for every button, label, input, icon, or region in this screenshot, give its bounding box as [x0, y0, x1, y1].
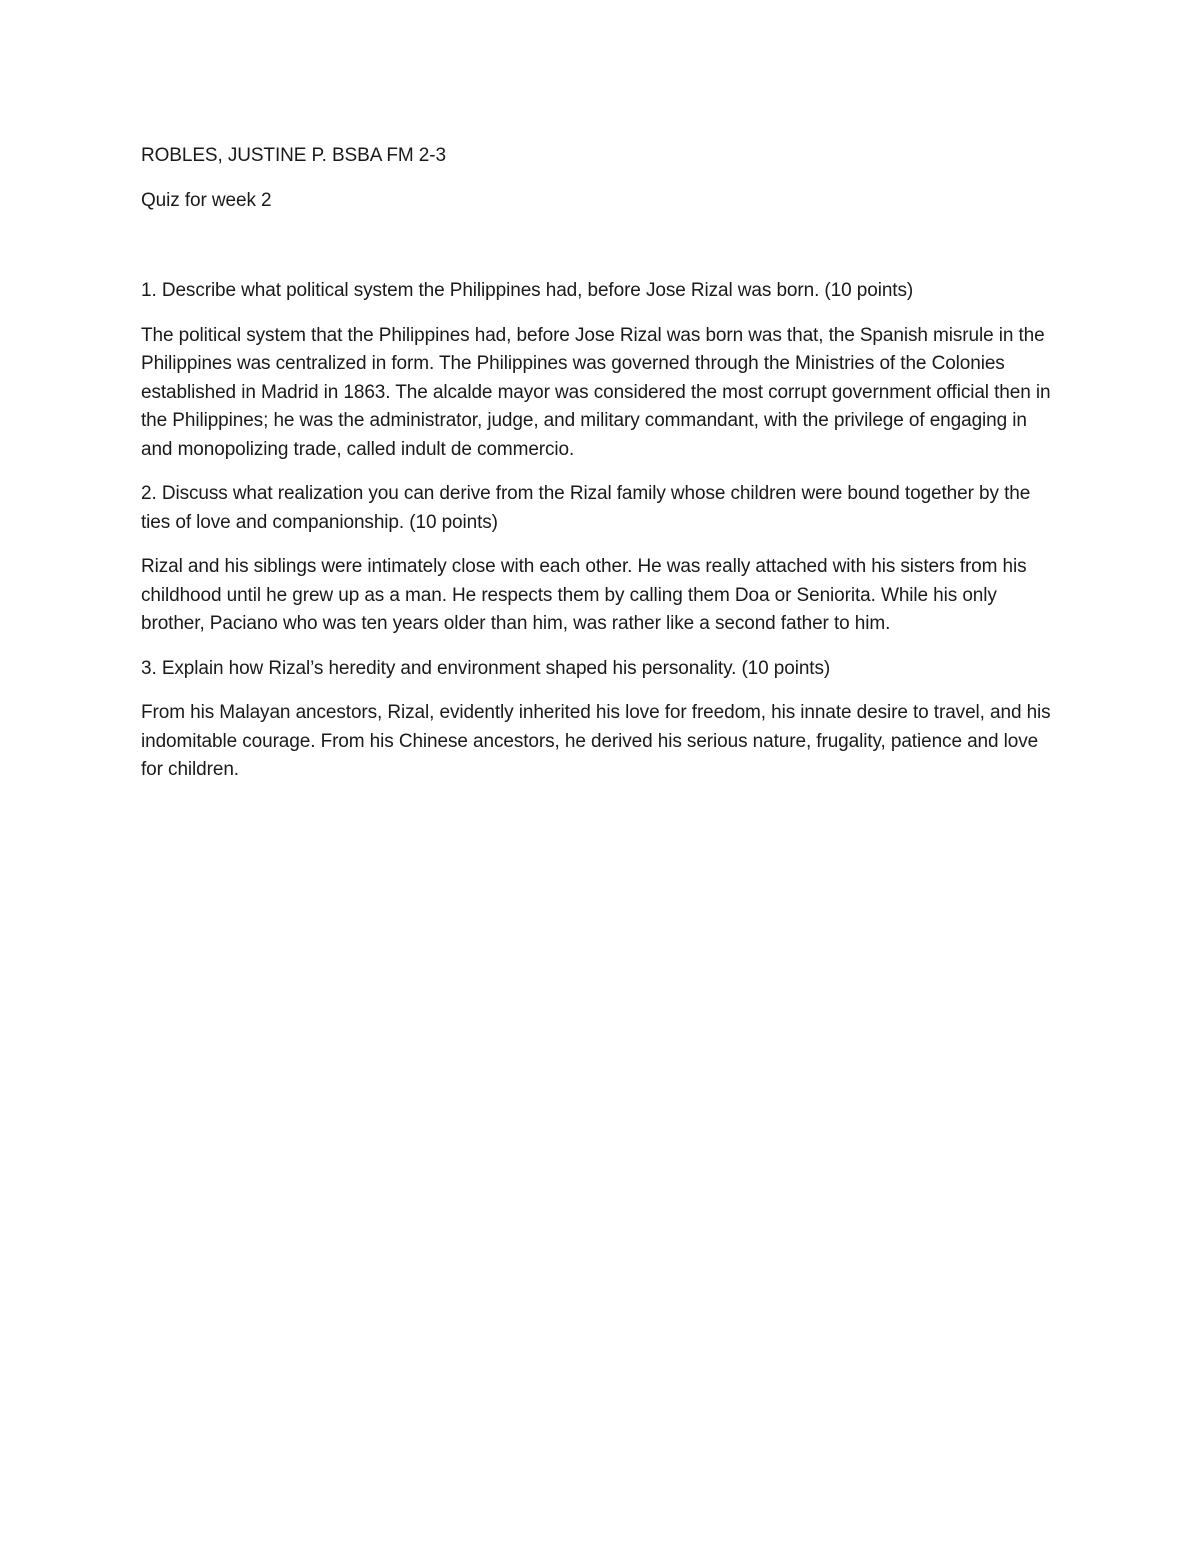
- answer-1: The political system that the Philippines had, before Jose Rizal was born was that, the Spanish misrule in the Philippines was centralized in form. The Philippines was governed through the Ministries of the Colonies established in Madrid in 1863. The alcalde mayor was considered the most corrupt government official then in the Philippines; he was the administrator, judge, and military commandant, with the privilege of engaging in and monopolizing trade, called indult de commercio.: [141, 324, 1051, 460]
- document-body: [141, 142, 1061, 801]
- question-2: 2. Discuss what realization you can derive from the Rizal family whose children were bound together by the ties of love and companionship. (10 points): [141, 483, 1031, 533]
- question-1: 1. Describe what political system the Philippines had, before Jose Rizal was born. (10 points): [141, 280, 914, 301]
- answer-2: Rizal and his siblings were intimately close with each other. He was really attached with his sisters from his childhood until he grew up as a man. He respects them by calling them Doa or Seniorita. While his only brother, Paciano who was ten years older than him, was rather like a second father to him.: [141, 556, 1027, 634]
- quiz-title: Quiz for week 2: [141, 189, 272, 211]
- answer-3: From his Malayan ancestors, Rizal, evidently inherited his love for freedom, his innate desire to travel, and his indomitable courage. From his Chinese ancestors, he derived his serious nature, frugality, patience and love for children.: [141, 702, 1051, 780]
- question-3: 3. Explain how Rizal’s heredity and environment shaped his personality. (10 points): [141, 657, 831, 679]
- student-header: ROBLES, JUSTINE P. BSBA FM 2-3: [141, 145, 446, 166]
